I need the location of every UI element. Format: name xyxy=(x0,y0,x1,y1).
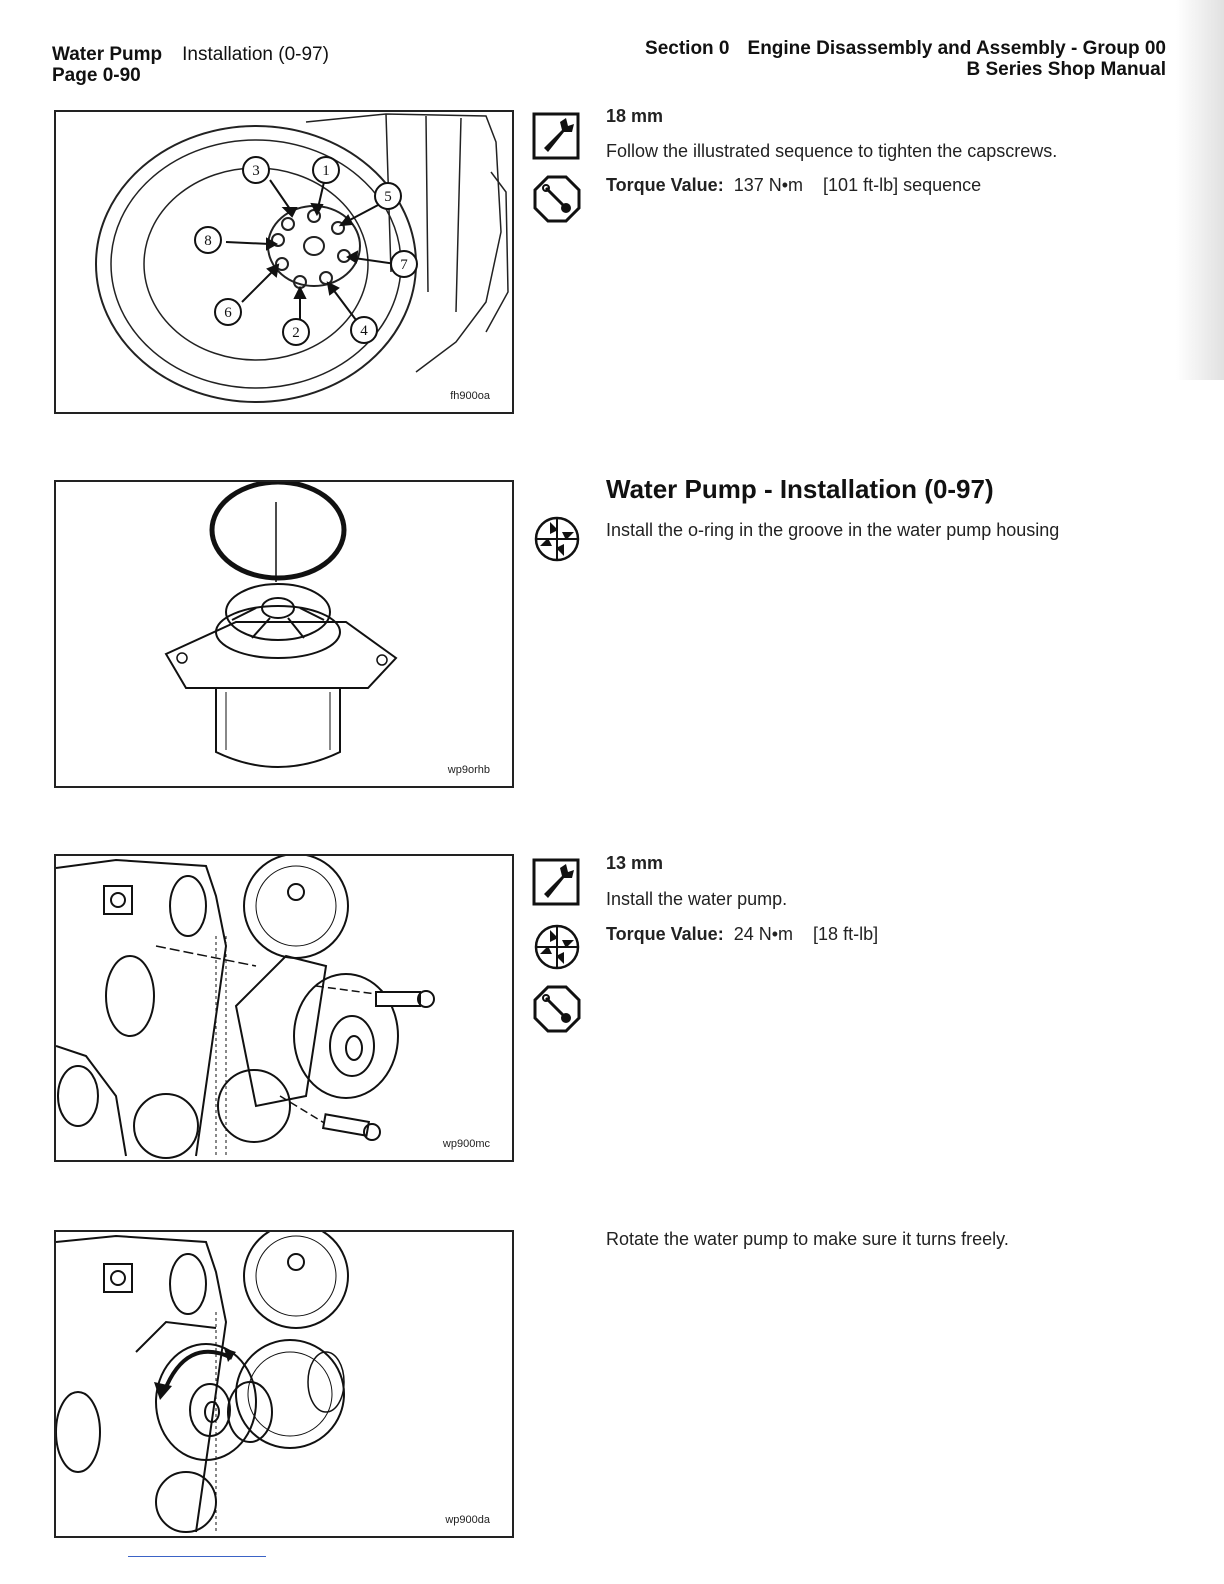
callout-4: 4 xyxy=(360,323,368,339)
header-subtopic: Installation (0-97) xyxy=(182,44,329,65)
torque-value xyxy=(606,175,981,196)
wrench-size: 13 mm xyxy=(606,853,664,873)
step-instruction: Install the o-ring in the groove in the water pump housing xyxy=(606,520,1060,540)
step-instruction: Follow the illustrated sequence to tighten the capscrews. xyxy=(606,141,1058,161)
step-instruction: Rotate the water pump to make sure it turns freely. xyxy=(606,1229,1009,1249)
callout-6: 6 xyxy=(224,305,232,321)
torque-imperial: [18 ft-lb] xyxy=(813,924,879,944)
figure-install-pump xyxy=(54,854,514,1162)
figure-o-ring xyxy=(54,480,514,788)
callout-1: 1 xyxy=(322,163,330,179)
wrench-icon xyxy=(532,112,582,162)
figure-code: wp900mc xyxy=(442,1138,490,1150)
step-instruction: Install the water pump. xyxy=(606,889,788,909)
water-pump-rotate-illustration xyxy=(56,1232,512,1536)
torque-label: Torque Value: xyxy=(606,924,724,944)
page-header-right xyxy=(645,38,1166,80)
page-number: Page 0-90 xyxy=(52,65,141,86)
water-pump-o-ring-illustration xyxy=(56,482,512,786)
torque-imperial: [101 ft-lb] sequence xyxy=(823,175,982,195)
torque-label: Torque Value: xyxy=(606,175,724,195)
manual-name: B Series Shop Manual xyxy=(966,59,1166,80)
footer-rule xyxy=(128,1556,266,1557)
figure-code: wp900da xyxy=(445,1514,490,1526)
torque-value xyxy=(606,924,878,945)
assembly-icon xyxy=(532,922,582,972)
callout-7: 7 xyxy=(400,257,408,273)
figure-capscrew-sequence xyxy=(54,110,514,414)
callout-8: 8 xyxy=(204,233,212,249)
figure-code: fh900oa xyxy=(450,390,490,402)
torque-metric: 24 N•m xyxy=(733,924,794,944)
torque-wrench-icon xyxy=(532,984,582,1034)
scan-shadow xyxy=(1176,0,1224,380)
callout-2: 2 xyxy=(292,325,300,341)
assembly-icon xyxy=(532,514,582,564)
wrench-icon xyxy=(532,858,582,908)
callout-3: 3 xyxy=(252,163,260,179)
flywheel-housing-illustration xyxy=(56,112,512,412)
section-number: Section 0 xyxy=(645,38,730,59)
torque-metric: 137 N•m xyxy=(733,175,804,195)
callout-5: 5 xyxy=(384,189,392,205)
page-header-left xyxy=(52,44,329,86)
wrench-size: 18 mm xyxy=(606,106,664,126)
figure-code: wp9orhb xyxy=(447,764,490,776)
section-title: Water Pump - Installation (0-97) xyxy=(606,474,994,504)
torque-wrench-icon xyxy=(532,174,582,224)
figure-rotate-pump xyxy=(54,1230,514,1538)
section-name: Engine Disassembly and Assembly - Group 00 xyxy=(747,38,1166,59)
header-topic: Water Pump xyxy=(52,44,163,65)
water-pump-install-illustration xyxy=(56,856,512,1160)
